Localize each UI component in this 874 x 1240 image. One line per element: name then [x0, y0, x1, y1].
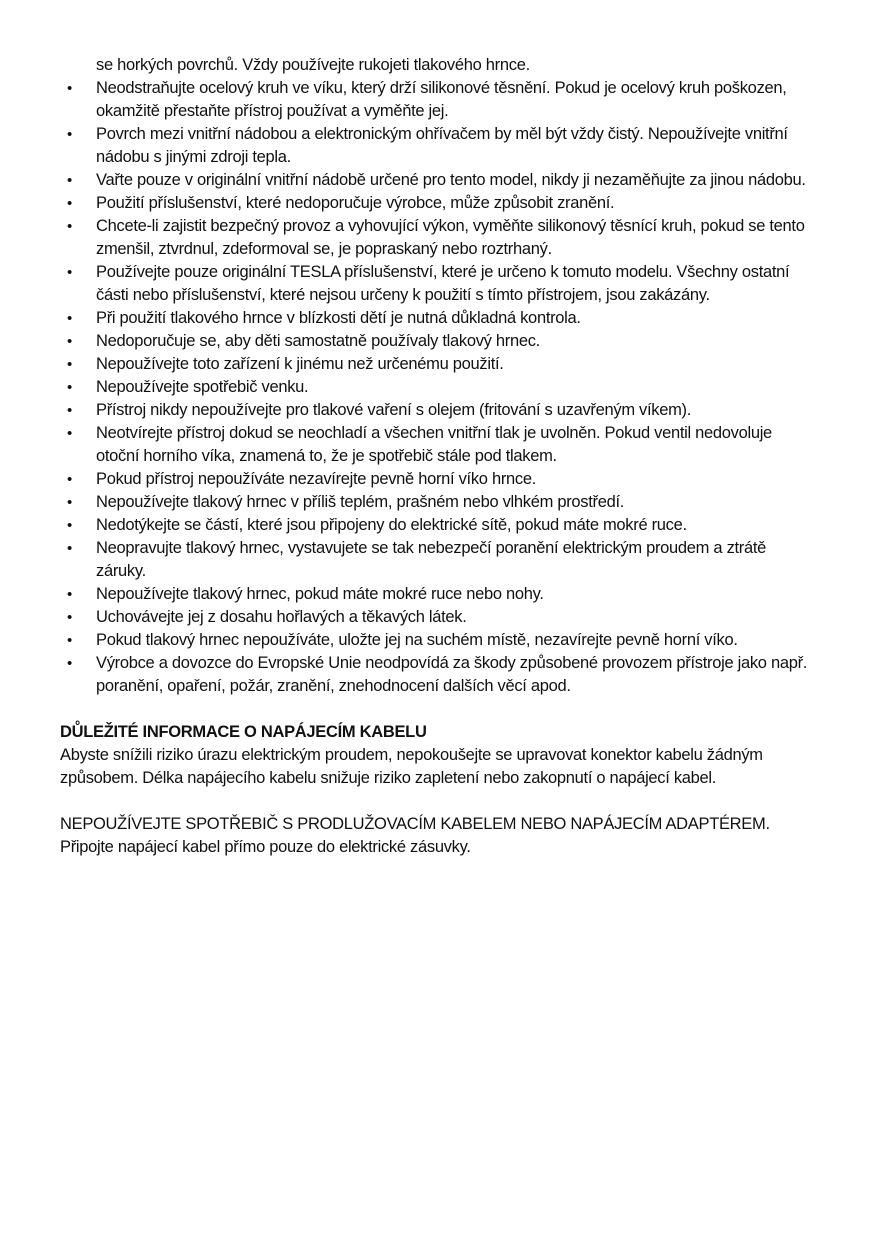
power-cord-section-body: Abyste snížili riziko úrazu elektrickým proudem, nepokoušejte se upravovat konektor kabelu žádným způsobem. Délka napájecího kabelu snižuje riziko zapletení nebo zakopnutí o napájecí kabel.: [60, 746, 763, 787]
safety-bullet-item: • Vařte pouze v originální vnitřní nádobě určené pro tento model, nikdy ji nezaměňujte za jinou nádobu.: [60, 169, 816, 192]
extension-cord-warning: NEPOUŽÍVEJTE SPOTŘEBIČ S PRODLUŽOVACÍM KABELEM NEBO NAPÁJECÍM ADAPTÉREM.: [60, 815, 770, 833]
safety-bullet-item: • Neotvírejte přístroj dokud se neochladí a všechen vnitřní tlak je uvolněn. Pokud ventil nedovoluje otoční horního víka, znamená to, že je spotřebič stále pod tlakem.: [60, 422, 816, 468]
continuation-line: se horkých povrchů. Vždy používejte rukojeti tlakového hrnce.: [96, 56, 530, 74]
safety-bullet-item: • Nepoužívejte toto zařízení k jinému než určenému použití.: [60, 353, 816, 376]
safety-bullet-item: • Chcete-li zajistit bezpečný provoz a vyhovující výkon, vyměňte silikonový těsnící kruh, pokud se tento zmenšil, ztvrdnul, zdeformoval se, je popraskaný nebo roztrhaný.: [60, 215, 816, 261]
safety-bullet-item: • Pokud tlakový hrnec nepoužíváte, uložte jej na suchém místě, nezavírejte pevně horní víko.: [60, 629, 816, 652]
safety-bullet-item: • Používejte pouze originální TESLA příslušenství, které je určeno k tomuto modelu. Všechny ostatní části nebo příslušenství, které nejsou určeny k použití s tímto přístrojem, jsou zakázány.: [60, 261, 816, 307]
safety-bullet-item: • Nepoužívejte tlakový hrnec v příliš teplém, prašném nebo vlhkém prostředí.: [60, 491, 816, 514]
extension-cord-warning-detail: Připojte napájecí kabel přímo pouze do elektrické zásuvky.: [60, 838, 471, 856]
safety-bullet-item: • Pokud přístroj nepoužíváte nezavírejte pevně horní víko hrnce.: [60, 468, 816, 491]
safety-bullet-item: • Nedoporučuje se, aby děti samostatně používaly tlakový hrnec.: [60, 330, 816, 353]
safety-bullet-item: • Při použití tlakového hrnce v blízkosti dětí je nutná důkladná kontrola.: [60, 307, 816, 330]
safety-bullet-item: • Uchovávejte jej z dosahu hořlavých a těkavých látek.: [60, 606, 816, 629]
safety-bullet-item: • Nepoužívejte spotřebič venku.: [60, 376, 816, 399]
safety-bullet-item: • Přístroj nikdy nepoužívejte pro tlakové vaření s olejem (fritování s uzavřeným víkem).: [60, 399, 816, 422]
safety-bullet-list: [60, 77, 816, 698]
safety-bullet-item: • Nedotýkejte se částí, které jsou připojeny do elektrické sítě, pokud máte mokré ruce.: [60, 514, 816, 537]
safety-bullet-item: • Výrobce a dovozce do Evropské Unie neodpovídá za škody způsobené provozem přístroje jako např. poranění, opaření, požár, zranění, znehodnocení dalších věcí apod.: [60, 652, 816, 698]
safety-bullet-item: • Neodstraňujte ocelový kruh ve víku, který drží silikonové těsnění. Pokud je ocelový kruh poškozen, okamžitě přestaňte přístroj používat a vyměňte jej.: [60, 77, 816, 123]
power-cord-section-heading: DŮLEŽITÉ INFORMACE O NAPÁJECÍM KABELU: [60, 723, 427, 741]
safety-bullet-item: • Povrch mezi vnitřní nádobou a elektronickým ohřívačem by měl být vždy čistý. Nepoužívejte vnitřní nádobu s jinými zdroji tepla.: [60, 123, 816, 169]
safety-bullet-item: • Nepoužívejte tlakový hrnec, pokud máte mokré ruce nebo nohy.: [60, 583, 816, 606]
safety-bullet-item: • Neopravujte tlakový hrnec, vystavujete se tak nebezpečí poranění elektrickým proudem a ztrátě záruky.: [60, 537, 816, 583]
safety-bullet-item: • Použití příslušenství, které nedoporučuje výrobce, může způsobit zranění.: [60, 192, 816, 215]
extension-cord-warning-block: [60, 813, 816, 859]
